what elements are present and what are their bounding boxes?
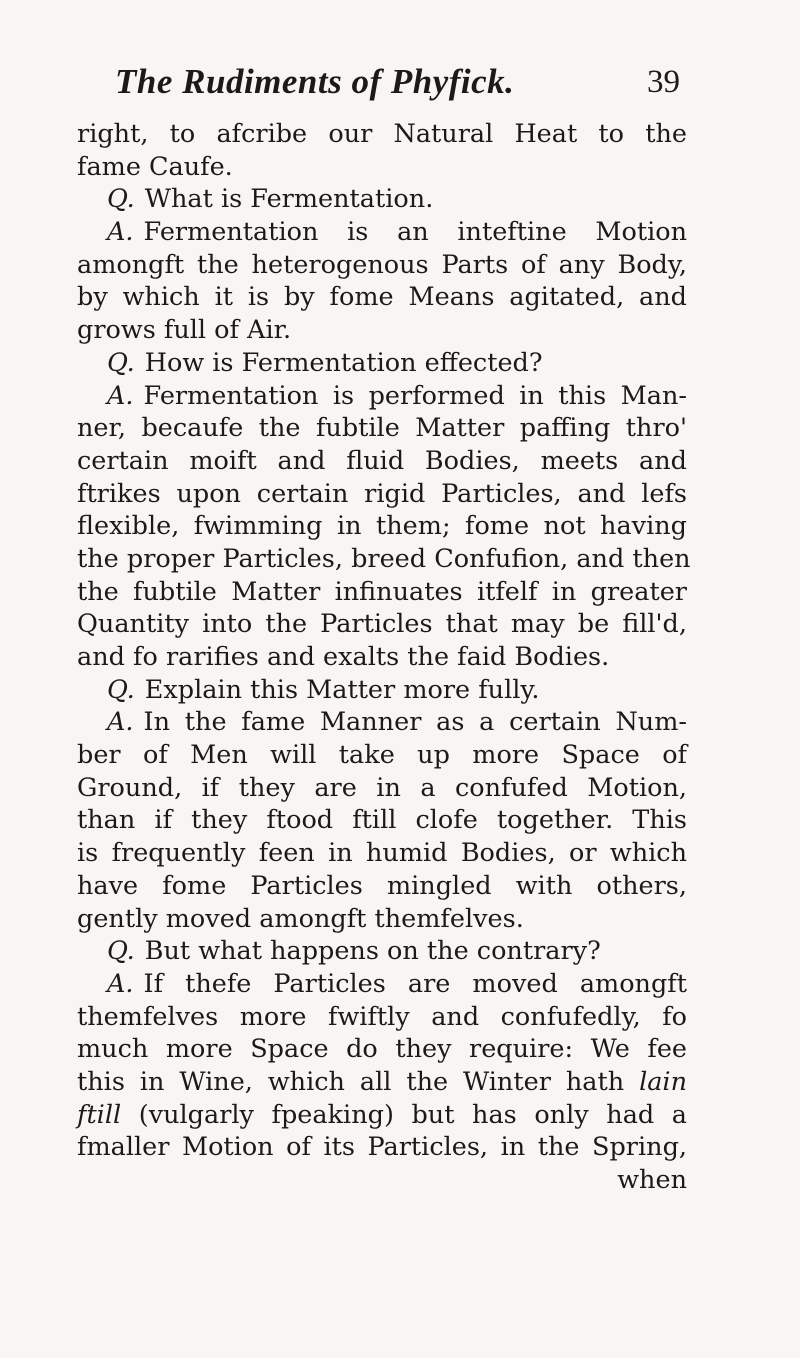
question-text: Explain this Matter more fully. xyxy=(144,674,540,705)
text-line: the proper Particles, breed Confufion, and then xyxy=(77,543,691,574)
body-text xyxy=(77,118,691,1197)
answer-paragraph xyxy=(77,706,687,739)
text-line: than if they ftood ftill clofe together. This xyxy=(77,805,687,836)
question-marker: Q. xyxy=(107,347,135,378)
italic-word: lain xyxy=(639,1066,687,1097)
question-text: How is Fermentation effected? xyxy=(144,347,543,378)
text-line: fame Caufe. xyxy=(77,151,233,182)
text-line: amongft the heterogenous Parts of any Body, xyxy=(77,249,687,280)
question-marker: Q. xyxy=(107,184,135,215)
catchword: when xyxy=(617,1165,687,1195)
text-line: fmaller Motion of its Particles, in the Spring, xyxy=(77,1132,687,1163)
running-head xyxy=(115,62,680,110)
page-number: 39 xyxy=(647,64,680,100)
answer-marker: A. xyxy=(107,707,134,738)
text-line: Ground, if they are in a confufed Motion, xyxy=(77,772,687,803)
text-segment: this in Wine, which all the Winter hath xyxy=(77,1066,625,1097)
question-text: What is Fermentation. xyxy=(144,184,434,215)
answer-paragraph xyxy=(77,968,687,1001)
text-line: grows full of Air. xyxy=(77,315,292,346)
answer-marker: A. xyxy=(107,380,134,411)
text-line xyxy=(77,1066,687,1099)
question-paragraph xyxy=(77,347,687,380)
text-line: themfelves more fwiftly and confufedly, fo xyxy=(77,1001,687,1032)
text-line: flexible, fwimming in them; fome not having xyxy=(77,511,687,542)
text-line: have fome Particles mingled with others, xyxy=(77,870,687,901)
running-title: The Rudiments of Phyfick. xyxy=(115,62,515,101)
question-paragraph xyxy=(77,183,687,216)
text-line: gently moved amongft themfelves. xyxy=(77,903,524,934)
text-line: the fubtile Matter infinuates itfelf in greater xyxy=(77,576,687,607)
answer-text: If thefe Particles are moved amongft xyxy=(143,968,687,999)
answer-paragraph xyxy=(77,380,687,413)
answer-text: In the fame Manner as a certain Num- xyxy=(143,707,687,738)
text-line: ftrikes upon certain rigid Particles, and lefs xyxy=(77,478,687,509)
text-line xyxy=(77,1099,687,1132)
text-line: Quantity into the Particles that may be fill'd, xyxy=(77,609,687,640)
question-marker: Q. xyxy=(107,936,135,967)
text-line: much more Space do they require: We fee xyxy=(77,1034,687,1065)
text-line: and fo rarifies and exalts the faid Bodies. xyxy=(77,642,610,672)
question-paragraph xyxy=(77,935,687,968)
text-line: is frequently feen in humid Bodies, or which xyxy=(77,838,687,869)
answer-marker: A. xyxy=(107,968,134,999)
text-segment: (vulgarly fpeaking) but has only had a xyxy=(138,1099,688,1130)
answer-marker: A. xyxy=(107,217,134,248)
question-text: But what happens on the contrary? xyxy=(144,936,601,967)
answer-text: Fermentation is performed in this Man- xyxy=(143,380,687,411)
text-line: by which it is by fome Means agitated, and xyxy=(77,282,687,313)
text-line: ber of Men will take up more Space of xyxy=(77,740,687,771)
italic-word: ftill xyxy=(77,1099,122,1130)
text-line: right, to afcribe our Natural Heat to the xyxy=(77,119,687,149)
answer-paragraph xyxy=(77,216,687,249)
question-marker: Q. xyxy=(107,674,135,705)
text-line: ner, becaufe the fubtile Matter paffing thro' xyxy=(77,413,687,444)
text-line: certain moift and fluid Bodies, meets and xyxy=(77,445,687,476)
question-paragraph xyxy=(77,674,687,707)
answer-text: Fermentation is an inteftine Motion xyxy=(143,217,687,248)
